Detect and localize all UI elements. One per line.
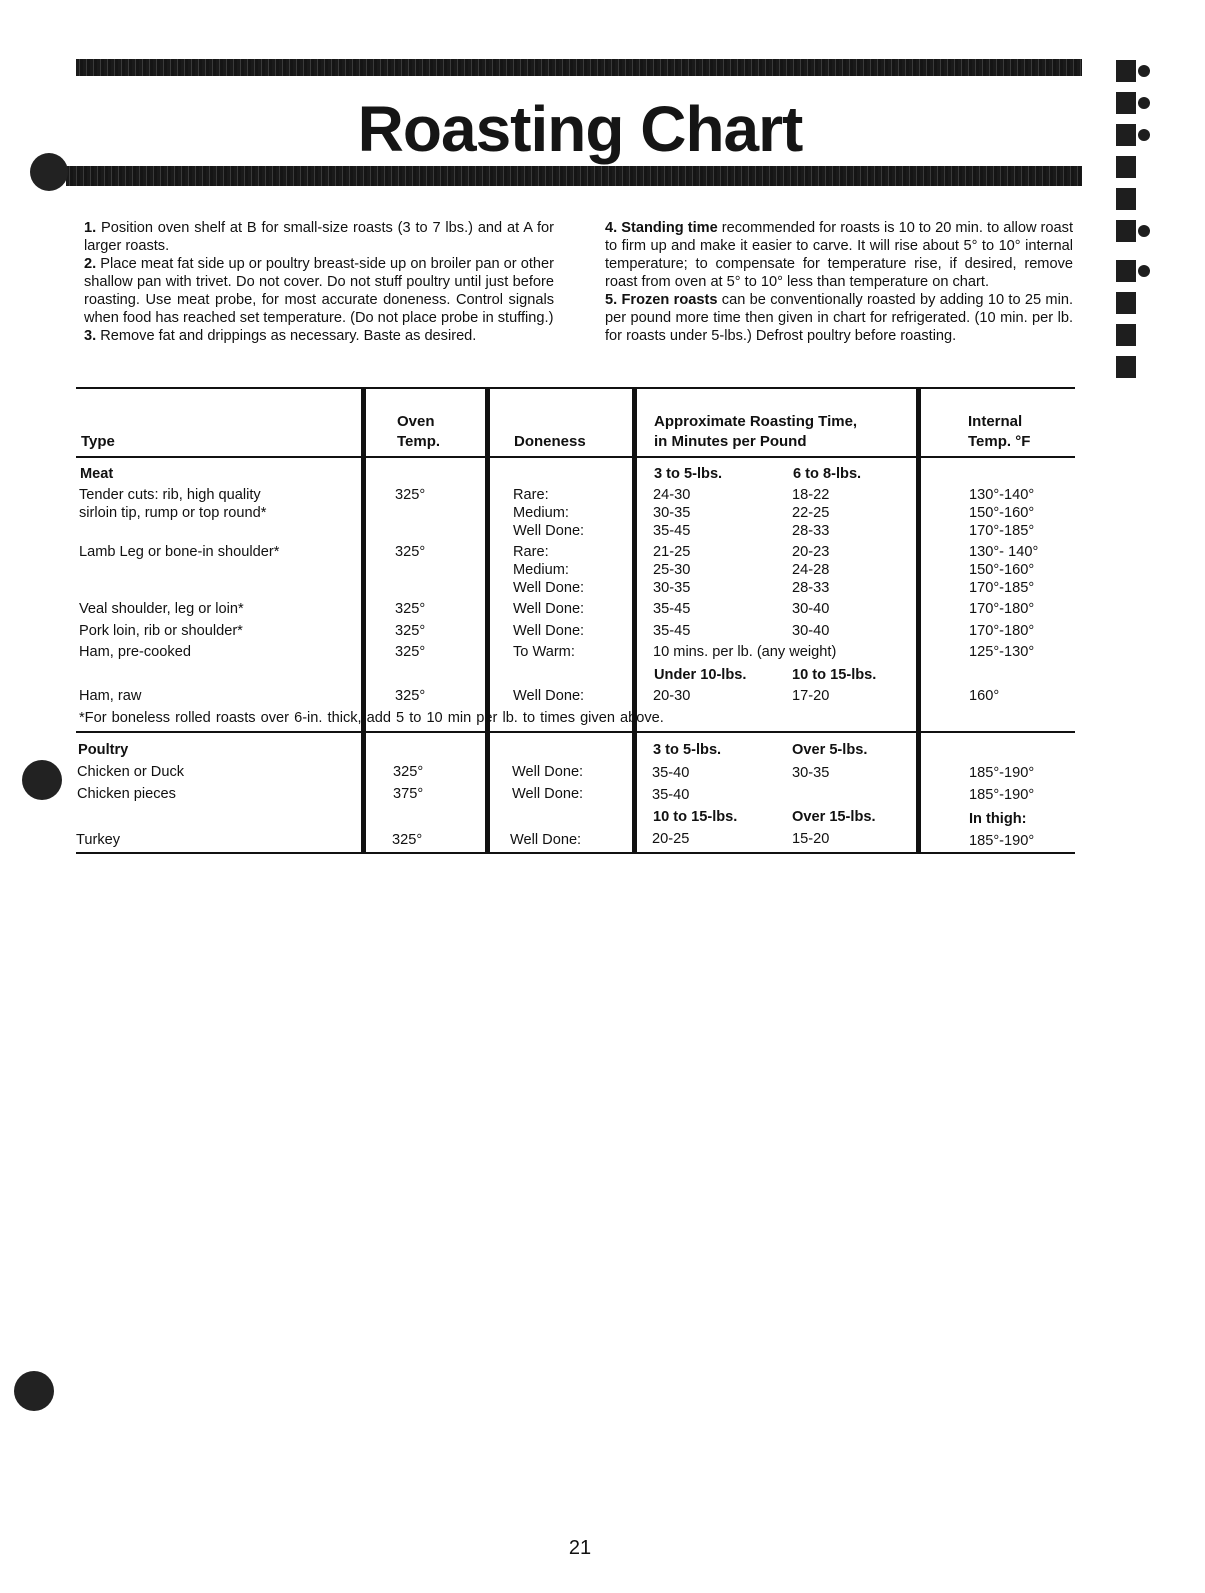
tab-icon <box>1116 292 1156 314</box>
tab-icon <box>1116 156 1156 178</box>
poultry-sub-b: Over 5-lbs. <box>792 742 868 758</box>
pork-done: Well Done: <box>513 623 585 639</box>
turkey-internal: 185°-190° <box>969 833 1035 849</box>
instruction-4: 4. Standing time recommended for roasts is 10 to 20 min. to allow roast to firm up and make it easier to carve. It will rise about 5° to 10° internal temperature; to compensate for temperature rise, if desired, remove roast from oven at 5° to 10° less than temperature on chart. <box>605 220 1074 290</box>
header-time-1: Approximate Roasting Time, <box>654 413 858 430</box>
column-divider <box>485 387 490 854</box>
header-internal-1: Internal <box>968 413 1023 430</box>
tender-label-2: sirloin tip, rump or top round* <box>79 505 267 521</box>
column-divider <box>361 387 366 854</box>
pieces-label: Chicken pieces <box>77 786 176 802</box>
pieces-done: Well Done: <box>512 786 584 802</box>
tab-icon <box>1116 356 1156 378</box>
header-oven-1: Oven <box>397 413 435 430</box>
binder-hole-middle <box>22 760 62 800</box>
tab-icon <box>1116 324 1156 346</box>
thigh-label: In thigh: <box>969 811 1027 827</box>
lamb-temp: 325° <box>395 544 426 560</box>
header-bottom-bar <box>66 166 1082 186</box>
binder-hole-top <box>30 153 68 191</box>
tender-temp: 325° <box>395 487 426 503</box>
instructions-right <box>605 219 1073 345</box>
tender-label-1: Tender cuts: rib, high quality <box>79 487 261 503</box>
weight-sub-b: 6 to 8-lbs. <box>793 466 862 482</box>
tab-icon <box>1116 188 1156 210</box>
pork-label: Pork loin, rib or shoulder* <box>79 623 243 639</box>
pork-temp: 325° <box>395 623 426 639</box>
ham-raw-done: Well Done: <box>513 688 585 704</box>
ham-raw-time-a: 20-30 <box>653 688 691 704</box>
page-number: 21 <box>568 1537 592 1559</box>
tab-icon <box>1116 124 1156 146</box>
header-time-2: in Minutes per Pound <box>654 433 807 450</box>
veal-time-b: 30-40 <box>792 601 830 617</box>
ham-precooked-time: 10 mins. per lb. (any weight) <box>653 644 837 660</box>
header-internal-2: Temp. °F <box>968 433 1031 450</box>
weight-sub-c: Under 10-lbs. <box>654 667 747 683</box>
veal-done: Well Done: <box>513 601 585 617</box>
lamb-time-b: 20-23 24-28 28-33 <box>792 544 830 596</box>
instruction-2: 2. Place meat fat side up or poultry breast-side up on broiler pan or other shallow pan with trivet. Do not cover. Do not stuff poultry until just before roasting. Use meat probe, for most accurate doneness. Control signals when food has reached set temperature. (Do not place probe in stuffing.) <box>84 256 554 326</box>
poultry-sub-d: Over 15-lbs. <box>792 809 876 825</box>
ham-precooked-label: Ham, pre-cooked <box>79 644 191 660</box>
column-divider <box>632 387 637 854</box>
tender-time-a: 24-30 30-35 35-45 <box>653 487 691 539</box>
tender-time-b: 18-22 22-25 28-33 <box>792 487 830 539</box>
tab-icon <box>1116 260 1156 282</box>
instructions-left <box>84 219 554 345</box>
chicken-done: Well Done: <box>512 764 584 780</box>
turkey-label: Turkey <box>76 832 121 848</box>
weight-sub-a: 3 to 5-lbs. <box>654 466 723 482</box>
section-poultry: Poultry <box>78 742 129 758</box>
pieces-time-a: 35-40 <box>652 787 690 803</box>
pork-internal: 170°-180° <box>969 623 1035 639</box>
header-doneness: Doneness <box>514 433 586 450</box>
turkey-time-b: 15-20 <box>792 831 830 847</box>
turkey-time-a: 20-25 <box>652 831 690 847</box>
pieces-internal: 185°-190° <box>969 787 1035 803</box>
table-bottom-rule <box>76 852 1075 854</box>
tab-icon <box>1116 220 1156 242</box>
ham-precooked-internal: 125°-130° <box>969 644 1035 660</box>
table-section-rule <box>76 731 1075 733</box>
veal-temp: 325° <box>395 601 426 617</box>
ham-raw-time-b: 17-20 <box>792 688 830 704</box>
instruction-3: 3. Remove fat and drippings as necessary. Baste as desired. <box>84 328 477 344</box>
ham-raw-label: Ham, raw <box>79 688 142 704</box>
pieces-temp: 375° <box>393 786 424 802</box>
ham-precooked-temp: 325° <box>395 644 426 660</box>
turkey-temp: 325° <box>392 832 423 848</box>
ham-precooked-done: To Warm: <box>513 644 575 660</box>
lamb-label: Lamb Leg or bone-in shoulder* <box>79 544 280 560</box>
instruction-5: 5. Frozen roasts can be conventionally roasted by adding 10 to 25 min. per pound more time then given in chart for refrigerated. (10 min. per lb. for roasts under 5-lbs.) Defrost poultry before roasting. <box>605 292 1074 344</box>
table-header-rule <box>76 456 1075 458</box>
tab-icon <box>1116 60 1156 82</box>
ham-raw-internal: 160° <box>969 688 1000 704</box>
veal-time-a: 35-45 <box>653 601 691 617</box>
tab-icon <box>1116 92 1156 114</box>
section-meat: Meat <box>80 466 114 482</box>
pork-time-b: 30-40 <box>792 623 830 639</box>
lamb-time-a: 21-25 25-30 30-35 <box>653 544 691 596</box>
chicken-time-a: 35-40 <box>652 765 690 781</box>
instruction-1: 1. Position oven shelf at B for small-size roasts (3 to 7 lbs.) and at A for larger roasts. <box>84 220 554 254</box>
chicken-internal: 185°-190° <box>969 765 1035 781</box>
poultry-sub-c: 10 to 15-lbs. <box>653 809 738 825</box>
header-top-bar <box>76 59 1082 76</box>
poultry-sub-a: 3 to 5-lbs. <box>653 742 722 758</box>
chicken-time-b: 30-35 <box>792 765 830 781</box>
turkey-done: Well Done: <box>510 832 582 848</box>
chicken-temp: 325° <box>393 764 424 780</box>
section-tabs <box>1116 60 1160 388</box>
footnote: *For boneless rolled roasts over 6-in. thick, add 5 to 10 min per lb. to times given above. <box>79 710 664 726</box>
lamb-internal: 130°- 140° 150°-160° 170°-185° <box>969 544 1039 596</box>
tender-done: Rare: Medium: Well Done: <box>513 487 585 539</box>
ham-raw-temp: 325° <box>395 688 426 704</box>
page-title: Roasting Chart <box>357 93 803 165</box>
veal-internal: 170°-180° <box>969 601 1035 617</box>
table-top-rule <box>76 387 1075 389</box>
pork-time-a: 35-45 <box>653 623 691 639</box>
tender-internal: 130°-140° 150°-160° 170°-185° <box>969 487 1035 539</box>
lamb-done: Rare: Medium: Well Done: <box>513 544 585 596</box>
chicken-label: Chicken or Duck <box>77 764 185 780</box>
column-divider <box>916 387 921 854</box>
veal-label: Veal shoulder, leg or loin* <box>79 601 244 617</box>
binder-hole-bottom <box>14 1371 54 1411</box>
header-type: Type <box>81 433 115 450</box>
header-oven-2: Temp. <box>397 433 441 450</box>
weight-sub-d: 10 to 15-lbs. <box>792 667 877 683</box>
